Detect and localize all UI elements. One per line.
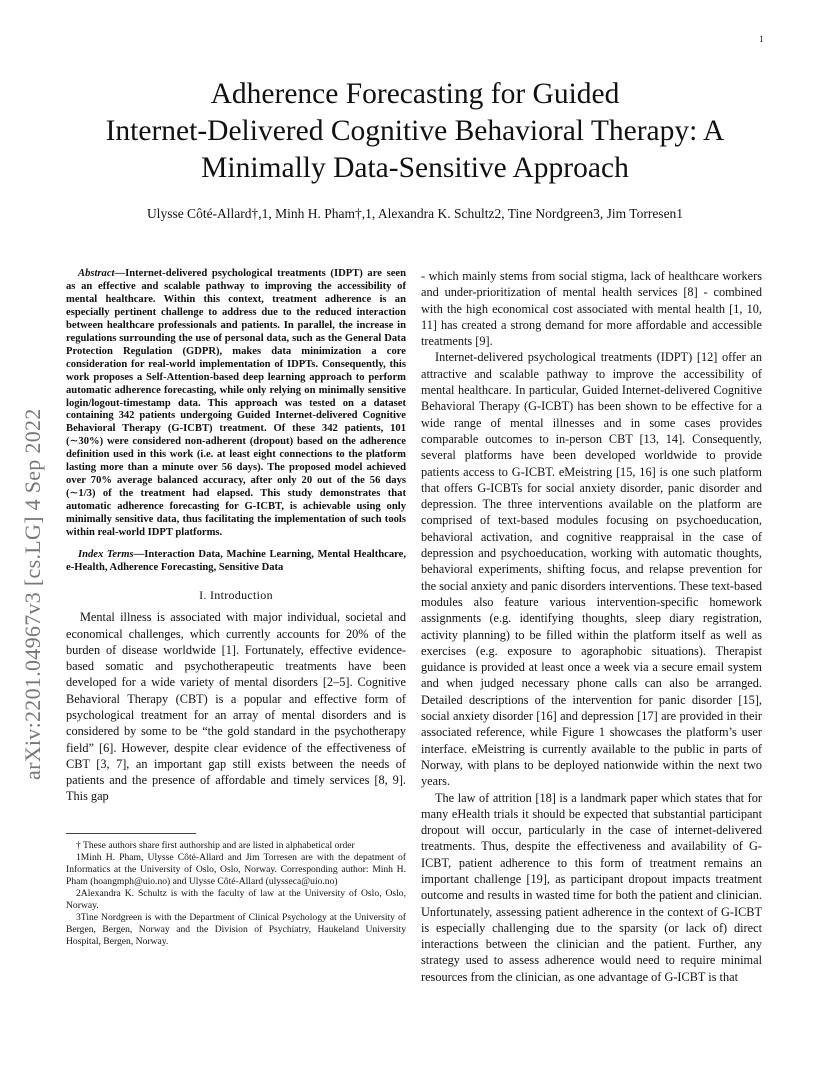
left-column	[66, 268, 406, 948]
author-list: Ulysse Côté-Allard†,1, Minh H. Pham†,1, Alexandra K. Schultz2, Tine Nordgreen3, Jim Torresen1	[146, 206, 684, 221]
footnote-rule	[66, 833, 196, 834]
abstract-label: Abstract	[78, 268, 115, 279]
intro-paragraph-left: Mental illness is associated with major individual, societal and economical challenges, which currently accounts for 20% of the burden of disease worldwide [1]. Fortunately, effective evidence-based somatic and psychotherapeutic treatments have been developed for a wide variety of mental disorders [2–5]. Cognitive Behavioral Therapy (CBT) is a popular and effective form of psychological treatment for an array of mental disorders and is considered by some to be “the gold standard in the psychotherapy field” [6]. However, despite clear evidence of the effectiveness of CBT [3, 7], an important gap still exists between the needs of patients and the presence of affordable and timely services [8, 9]. This gap	[66, 610, 406, 804]
right-paragraph-3: The law of attrition [18] is a landmark paper which states that for many eHealth trials it should be expected that substantial participant dropout will occur, particularly in the case of internet-delivered treatments. Thus, despite the effectiveness and availability of G-ICBT, patient adherence to this form of treatment remains an important challenge [19], as participant dropout impacts treatment outcome and results in wasted time for both the patient and clinician. Unfortunately, assessing patient adherence in the context of G-ICBT is especially challenging due to the sparsity (or lack of) direct interactions between the clinician and the patient. Further, any strategy used to assess adherence would need to require minimal resources from the clinician, as one advantage of G-ICBT is that	[421, 790, 762, 984]
section-heading: I. Introduction	[199, 587, 273, 602]
title-line-3: Minimally Data-Sensitive Approach	[201, 152, 629, 184]
index-terms-label: Index Terms	[78, 549, 134, 561]
right-column	[421, 268, 762, 985]
footnote-authorship: † These authors share first authorship and are listed in alphabetical order	[76, 839, 355, 851]
footnotes	[66, 840, 406, 947]
abstract-text: —Internet-delivered psychological treatments (IDPT) are seen as an effective and scalable pathway to improving the accessibility of mental healthcare. Within this context, treatment adherence is an especially pertinent challenge to address due to the reduced interaction between healthcare professionals and patients. In parallel, the increase in regulations surrounding the use of personal data, such as the General Data Protection Regulation (GDPR), makes data minimization a core consideration for real-world implementation of IDPTs. Consequently, this work proposes a Self-Attention-based deep learning approach to perform automatic adherence forecasting, while only relying on minimally sensitive login/logout-timestamp data. This approach was tested on a dataset containing 342 patients undergoing Guided Internet-delivered Cognitive Behavioral Therapy (G-ICBT) treatment. Of these 342 patients, 101 (∼30%) were considered non-adherent (dropout) based on the adherence definition used in this work (i.e. at least eight connections to the platform lasting more than a minute over 56 days). The proposed model achieved over 70% average balanced accuracy, after only 20 out of the 56 days (∼1/3) of the treatment had elapsed. This study demonstrates that automatic adherence forecasting for G-ICBT, is achievable using only minimally sensitive data, thus facilitating the implementation of such tools within real-world IDPT platforms.	[66, 268, 406, 539]
arxiv-identifier: arXiv:2201.04967v3 [cs.LG] 4 Sep 2022	[20, 408, 45, 780]
footnote-1: 1Minh H. Pham, Ulysse Côté-Allard and Jim Torresen are with the depatment of Informatics at the University of Oslo, Oslo, Norway. Corresponding author: Minh H. Pham (hoangmph@uio.no) and Ulysse Côté-Allard (ulysseca@uio.no)	[66, 852, 406, 887]
footnote-3: 3Tine Nordgreen is with the Department of Clinical Psychology at the University of Bergen, Bergen, Norway and the Division of Psychiatry, Haukeland University Hospital, Bergen, Norway.	[66, 912, 406, 947]
title-line-2: Internet-Delivered Cognitive Behavioral Therapy: A	[105, 115, 725, 147]
right-paragraph-2: Internet-delivered psychological treatments (IDPT) [12] offer an attractive and scalable pathway to improve the accessibility of mental healthcare. In particular, Guided Internet-delivered Cognitive Behavioral Therapy (G-ICBT) has been shown to be effective for a wide range of mental illnesses and in some cases provides comparable outcomes to in-person CBT [13, 14]. Consequently, several platforms have been developed worldwide to provide patients access to G-ICBT. eMeistring [15, 16] is one such platform that offers G-ICBTs for social anxiety disorder, panic disorder and depression. The three interventions available on the platform are comprised of text-based modules focusing on psychoeducation, behavioral activation, and cognitive reappraisal in the case of depression and psychoeducation, working with automatic thoughts, behavioral experiments, shifting focus, and relapse prevention for the social anxiety and panic disorders interventions. These text-based modules also feature various intervention-specific homework assignments (e.g. identifying thoughts, sleep diary registration, activity planning) to be filled within the platform itself as well as exercises (e.g. exposure to agoraphobic situations). Therapist guidance is provided at least once a week via a secure email system and when judged necessary phone calls can also be arranged. Detailed descriptions of the intervention for panic disorder [15], social anxiety disorder [16] and depression [17] are provided in their associated reference, while Figure 1 showcases the platform’s user interface. eMeistring is currently available to the public in parts of Norway, with plans to be deployed nationwide within the next two years.	[421, 350, 762, 789]
abstract	[66, 268, 406, 575]
index-terms-text: —Interaction Data, Machine Learning, Mental Healthcare, e-Health, Adherence Forecasting, Sensitive Data	[66, 549, 406, 573]
page-number: 1	[759, 34, 764, 44]
paper-title	[60, 76, 770, 187]
title-line-1: Adherence Forecasting for Guided	[210, 78, 620, 110]
footnote-2: 2Alexandra K. Schultz is with the faculty of law at the University of Oslo, Oslo, Norway.	[66, 888, 406, 911]
right-paragraph-1: - which mainly stems from social stigma, lack of healthcare workers and under-prioritization of mental health services [8] - combined with the high economical cost associated with mental health [1, 10, 11] has created a strong demand for more affordable and accessible treatments [9].	[421, 269, 762, 349]
